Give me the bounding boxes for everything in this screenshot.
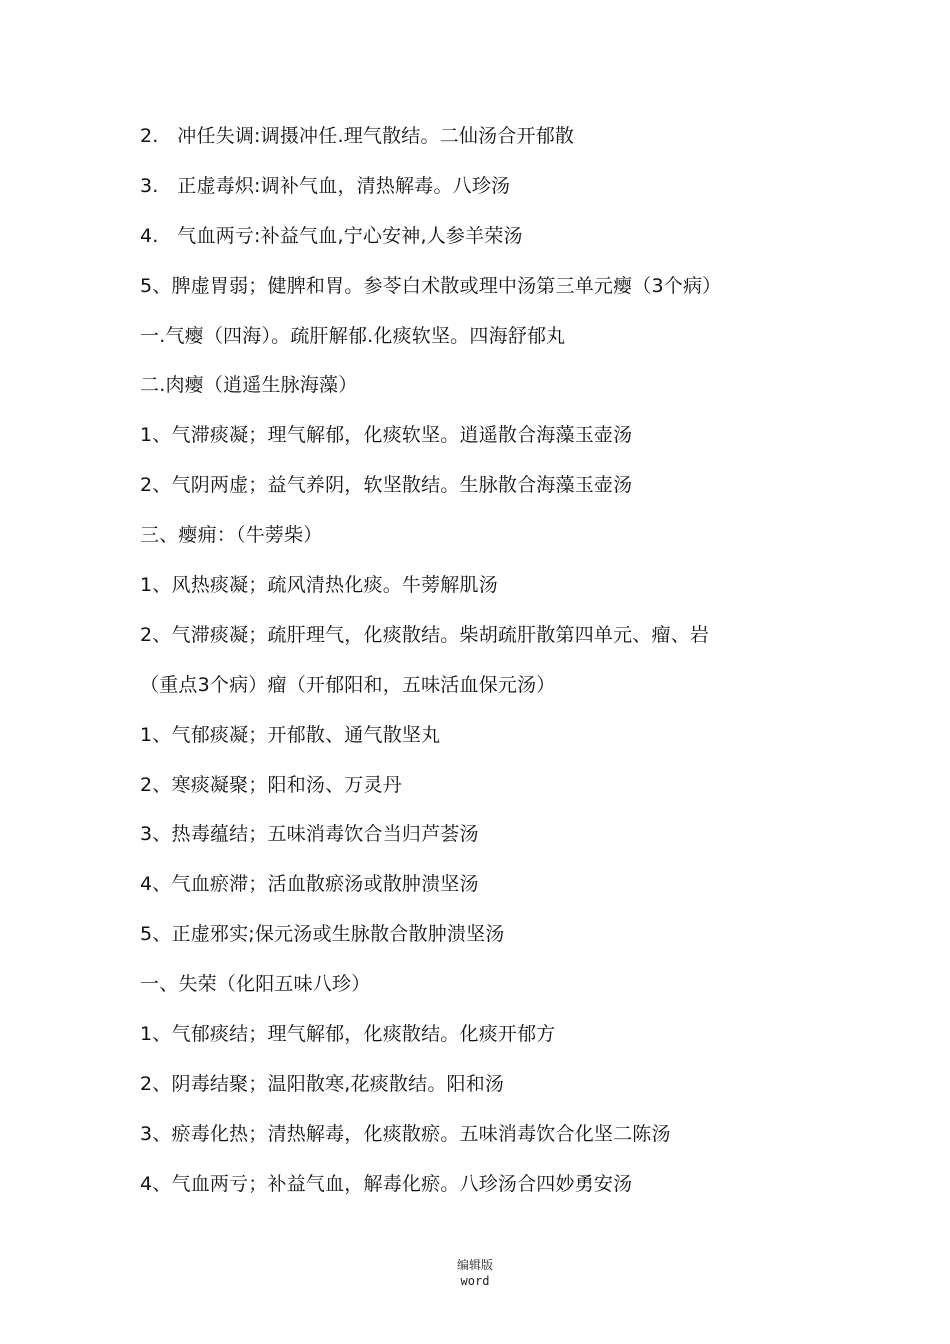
text-line: 2、气阴两虚；益气养阴，软坚散结。生脉散合海藻玉壶汤 [140, 474, 633, 497]
text-line: 1、气郁痰结；理气解郁，化痰散结。化痰开郁方 [140, 1023, 556, 1046]
text-line: 3. 正虚毒炽:调补气血，清热解毒。八珍汤 [140, 174, 511, 197]
document-body [140, 112, 840, 1210]
text-line: 一.气瘿（四海）。疏肝解郁.化痰软坚。四海舒郁丸 [140, 324, 566, 347]
text-line: 4. 气血两亏:补益气血,宁心安神,人参羊荣汤 [140, 224, 523, 247]
text-line: 三、瘿痈：（牛蒡柴） [140, 524, 323, 547]
text-line: 一、失荣（化阳五味八珍） [140, 973, 371, 996]
text-line: 2、寒痰凝聚；阳和汤、万灵丹 [140, 773, 402, 796]
text-line: 4、气血瘀滞；活血散瘀汤或散肿溃坚汤 [140, 873, 479, 896]
text-line: 1、气滞痰凝；理气解郁，化痰软坚。逍遥散合海藻玉壶汤 [140, 424, 633, 447]
text-line: （重点3个病）瘤（开郁阳和，五味活血保元汤） [140, 673, 556, 696]
text-line: 2. 冲任失调:调摄冲任.理气散结。二仙汤合开郁散 [140, 125, 575, 147]
text-line: 2、气滞痰凝；疏肝理气，化痰散结。柴胡疏肝散第四单元、瘤、岩 [140, 623, 710, 646]
text-line: 3、瘀毒化热；清热解毒，化痰散瘀。五味消毒饮合化坚二陈汤 [140, 1122, 671, 1145]
footer-edition-label: 编辑版 [456, 1258, 493, 1272]
footer-word-label: word [460, 1274, 490, 1288]
text-line: 4、气血两亏；补益气血，解毒化瘀。八珍汤合四妙勇安汤 [140, 1172, 633, 1195]
text-line: 5、正虚邪实;保元汤或生脉散合散肿溃坚汤 [140, 923, 505, 946]
text-line: 3、热毒蕴结；五味消毒饮合当归芦荟汤 [140, 823, 479, 846]
text-line: 1、风热痰凝；疏风清热化痰。牛蒡解肌汤 [140, 574, 498, 597]
text-line: 二.肉瘿（逍遥生脉海藻） [140, 374, 358, 397]
text-line: 2、阴毒结聚；温阳散寒,花痰散结。阳和汤 [140, 1072, 505, 1095]
text-line: 5、脾虚胃弱；健脾和胃。参苓白术散或理中汤第三单元瘿（3个病） [140, 274, 722, 297]
text-line: 1、气郁痰凝；开郁散、通气散坚丸 [140, 723, 441, 746]
